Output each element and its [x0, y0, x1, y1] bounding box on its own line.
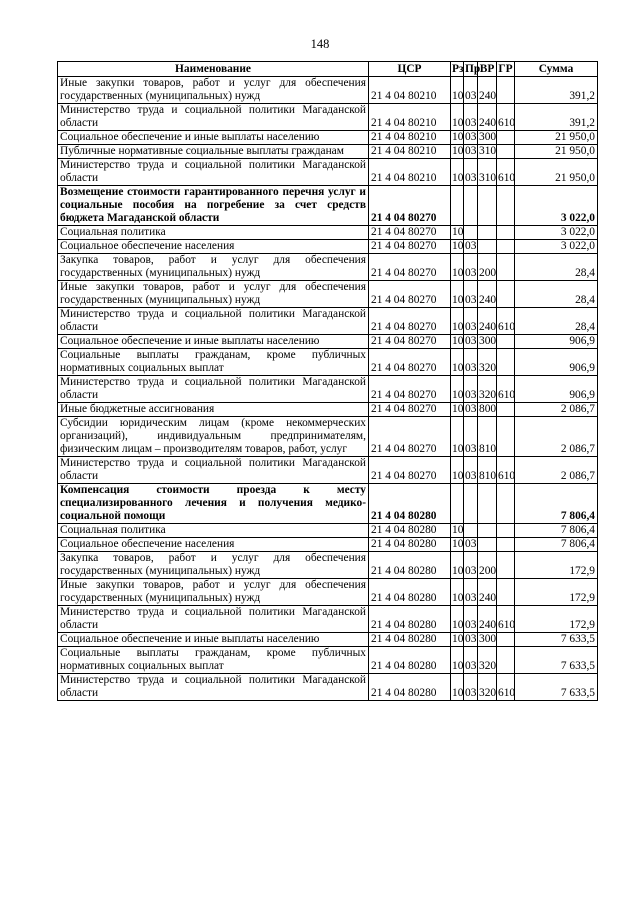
cell-gr: 610	[497, 376, 515, 403]
cell-rz	[451, 484, 464, 524]
cell-pr: 03	[464, 417, 478, 457]
cell-csr: 21 4 04 80280	[369, 552, 451, 579]
cell-rz: 10	[451, 457, 464, 484]
cell-pr: 03	[465, 403, 477, 415]
cell-vr	[478, 538, 497, 552]
cell-gr	[497, 131, 515, 145]
cell-csr: 21 4 04 80210	[369, 145, 451, 159]
cell-sum: 906,9	[515, 376, 598, 403]
cell-vr	[478, 484, 497, 524]
cell-pr: 03	[464, 104, 478, 131]
cell-rz: 10	[451, 349, 464, 376]
table-row	[58, 131, 598, 145]
cell-gr	[497, 349, 515, 376]
cell-csr: 21 4 04 80270	[369, 349, 451, 376]
cell-sum: 391,2	[515, 104, 598, 131]
cell-pr: 03	[464, 552, 478, 579]
cell-csr: 21 4 04 80280	[369, 524, 451, 538]
cell-pr: 03	[464, 376, 478, 403]
cell-gr: 610	[497, 159, 515, 186]
cell-name: Министерство труда и социальной политики Магаданской области	[58, 674, 369, 701]
cell-sum: 21 950,0	[515, 131, 598, 145]
cell-name: Министерство труда и социальной политики Магаданской области	[58, 606, 369, 633]
cell-vr	[478, 226, 497, 240]
cell-pr: 03	[464, 457, 478, 484]
cell-rz: 10	[451, 579, 464, 606]
cell-pr	[464, 524, 478, 538]
cell-vr: 240	[478, 281, 497, 308]
cell-gr	[497, 484, 515, 524]
cell-pr: 03	[465, 335, 477, 347]
cell-csr: 21 4 04 80270	[369, 308, 451, 335]
cell-vr: 300	[479, 131, 497, 143]
cell-gr	[497, 524, 515, 538]
table-row	[58, 524, 598, 538]
cell-name: Закупка товаров, работ и услуг для обеспечения государственных (муниципальных) нужд	[58, 254, 369, 281]
cell-csr: 21 4 04 80280	[369, 538, 451, 552]
cell-sum: 21 950,0	[515, 145, 598, 159]
cell-rz: 10	[451, 674, 464, 701]
cell-vr: 810	[478, 457, 497, 484]
cell-pr: 03	[465, 538, 477, 550]
cell-gr	[497, 633, 515, 647]
cell-name: Компенсация стоимости проезда к месту специализированного лечения и получения медико-социальной помощи	[58, 484, 369, 524]
cell-sum: 2 086,7	[515, 403, 598, 417]
table-row	[58, 633, 598, 647]
cell-sum: 28,4	[515, 254, 598, 281]
cell-pr	[464, 186, 478, 226]
cell-csr: 21 4 04 80270	[369, 335, 451, 349]
cell-name: Социальное обеспечение и иные выплаты населению	[58, 633, 369, 647]
cell-rz: 10	[451, 159, 464, 186]
cell-name: Социальные выплаты гражданам, кроме публичных нормативных социальных выплат	[58, 349, 369, 376]
cell-name: Публичные нормативные социальные выплаты гражданам	[58, 145, 369, 159]
cell-csr: 21 4 04 80270	[369, 281, 451, 308]
table-row	[58, 457, 598, 484]
table-row	[58, 186, 598, 226]
cell-csr: 21 4 04 80210	[369, 131, 451, 145]
cell-name: Министерство труда и социальной политики Магаданской области	[58, 457, 369, 484]
cell-rz: 10	[452, 538, 464, 550]
cell-sum: 906,9	[515, 335, 598, 349]
cell-rz: 10	[451, 254, 464, 281]
header-name: Наименование	[58, 62, 369, 77]
cell-rz: 10	[451, 552, 464, 579]
cell-name: Социальное обеспечение населения	[58, 240, 369, 254]
cell-csr: 21 4 04 80270	[369, 240, 451, 254]
cell-pr: 03	[465, 131, 477, 143]
cell-sum: 28,4	[515, 281, 598, 308]
cell-pr: 03	[464, 308, 478, 335]
cell-sum: 391,2	[515, 77, 598, 104]
cell-name: Социальные выплаты гражданам, кроме публичных нормативных социальных выплат	[58, 647, 369, 674]
cell-name: Иные бюджетные ассигнования	[58, 403, 369, 417]
cell-sum: 3 022,0	[515, 186, 598, 226]
table-row	[58, 308, 598, 335]
header-pr: Пр	[465, 62, 481, 75]
table-row	[58, 145, 598, 159]
cell-gr: 610	[497, 308, 515, 335]
cell-csr: 21 4 04 80280	[369, 484, 451, 524]
cell-pr: 03	[464, 647, 478, 674]
cell-sum: 172,9	[515, 579, 598, 606]
cell-name: Министерство труда и социальной политики Магаданской области	[58, 104, 369, 131]
cell-sum: 7 806,4	[515, 524, 598, 538]
table-row	[58, 484, 598, 524]
cell-rz: 10	[451, 104, 464, 131]
cell-rz: 10	[452, 524, 464, 536]
cell-vr: 310	[478, 159, 497, 186]
table-row	[58, 376, 598, 403]
cell-pr	[464, 484, 478, 524]
table-row	[58, 647, 598, 674]
table-row	[58, 104, 598, 131]
cell-vr	[478, 524, 497, 538]
cell-rz: 10	[452, 145, 464, 157]
table-header-row	[58, 62, 598, 77]
table-row	[58, 254, 598, 281]
table-row	[58, 579, 598, 606]
cell-vr: 310	[479, 145, 497, 157]
cell-sum: 172,9	[515, 606, 598, 633]
cell-vr: 240	[478, 77, 497, 104]
cell-vr	[478, 240, 497, 254]
cell-pr: 03	[465, 240, 477, 252]
cell-pr: 03	[464, 606, 478, 633]
cell-sum: 3 022,0	[515, 226, 598, 240]
cell-pr: 03	[464, 159, 478, 186]
cell-gr	[497, 417, 515, 457]
cell-sum: 2 086,7	[515, 457, 598, 484]
cell-name: Министерство труда и социальной политики Магаданской области	[58, 308, 369, 335]
table-row	[58, 77, 598, 104]
table-row	[58, 281, 598, 308]
cell-pr: 03	[464, 254, 478, 281]
cell-name: Министерство труда и социальной политики Магаданской области	[58, 376, 369, 403]
cell-sum: 7 633,5	[515, 647, 598, 674]
cell-gr: 610	[497, 674, 515, 701]
cell-sum: 172,9	[515, 552, 598, 579]
cell-gr	[497, 254, 515, 281]
cell-rz: 10	[451, 77, 464, 104]
cell-rz: 10	[452, 240, 464, 252]
cell-rz: 10	[451, 281, 464, 308]
table-row	[58, 335, 598, 349]
cell-name: Возмещение стоимости гарантированного перечня услуг и социальные пособия на погребение за счет средств бюджета Магаданской области	[58, 186, 369, 226]
cell-vr	[478, 186, 497, 226]
cell-gr	[497, 579, 515, 606]
header-gr: ГР	[498, 62, 513, 75]
cell-vr: 240	[478, 606, 497, 633]
table-row	[58, 417, 598, 457]
cell-rz: 10	[451, 647, 464, 674]
cell-csr: 21 4 04 80270	[369, 403, 451, 417]
cell-sum: 28,4	[515, 308, 598, 335]
cell-name: Закупка товаров, работ и услуг для обеспечения государственных (муниципальных) нужд	[58, 552, 369, 579]
cell-vr: 300	[479, 633, 497, 645]
budget-table	[57, 61, 598, 701]
cell-name: Социальная политика	[58, 226, 369, 240]
cell-sum: 7 806,4	[515, 484, 598, 524]
cell-name: Социальная политика	[58, 524, 369, 538]
table-row	[58, 606, 598, 633]
cell-pr: 03	[465, 145, 477, 157]
cell-csr: 21 4 04 80270	[369, 376, 451, 403]
cell-csr: 21 4 04 80280	[369, 647, 451, 674]
cell-gr: 610	[497, 104, 515, 131]
cell-gr	[497, 335, 515, 349]
cell-gr	[497, 647, 515, 674]
cell-vr: 200	[478, 552, 497, 579]
table-body	[58, 77, 598, 701]
table-row	[58, 403, 598, 417]
cell-vr: 240	[478, 104, 497, 131]
cell-name: Иные закупки товаров, работ и услуг для обеспечения государственных (муниципальных) нужд	[58, 579, 369, 606]
table-row	[58, 349, 598, 376]
cell-rz: 10	[451, 308, 464, 335]
cell-pr: 03	[464, 674, 478, 701]
cell-rz: 10	[452, 633, 464, 645]
cell-csr: 21 4 04 80280	[369, 674, 451, 701]
header-rz: Рз	[452, 62, 464, 75]
cell-gr	[497, 403, 515, 417]
table-row	[58, 552, 598, 579]
cell-gr: 610	[497, 457, 515, 484]
cell-rz: 10	[452, 335, 464, 347]
cell-gr	[497, 281, 515, 308]
cell-rz: 10	[452, 131, 464, 143]
cell-vr: 240	[478, 308, 497, 335]
cell-gr	[497, 77, 515, 104]
cell-rz: 10	[452, 226, 464, 238]
cell-sum: 906,9	[515, 349, 598, 376]
cell-gr	[497, 226, 515, 240]
cell-vr: 800	[479, 403, 497, 415]
cell-pr: 03	[464, 281, 478, 308]
cell-name: Социальное обеспечение населения	[58, 538, 369, 552]
cell-csr: 21 4 04 80210	[369, 104, 451, 131]
table-row	[58, 159, 598, 186]
cell-rz: 10	[451, 417, 464, 457]
cell-sum: 7 633,5	[515, 674, 598, 701]
cell-vr: 320	[478, 647, 497, 674]
table-row	[58, 538, 598, 552]
cell-csr: 21 4 04 80270	[369, 417, 451, 457]
header-sum: Сумма	[515, 62, 598, 77]
table-row	[58, 674, 598, 701]
cell-vr: 810	[478, 417, 497, 457]
header-vr: ВР	[478, 62, 497, 77]
cell-vr: 320	[478, 349, 497, 376]
cell-rz: 10	[451, 376, 464, 403]
cell-sum: 2 086,7	[515, 417, 598, 457]
cell-vr: 200	[478, 254, 497, 281]
cell-gr	[497, 538, 515, 552]
header-csr: ЦСР	[369, 62, 451, 77]
cell-csr: 21 4 04 80280	[369, 579, 451, 606]
cell-csr: 21 4 04 80210	[369, 77, 451, 104]
cell-pr	[464, 226, 478, 240]
cell-pr: 03	[464, 349, 478, 376]
cell-sum: 21 950,0	[515, 159, 598, 186]
cell-csr: 21 4 04 80210	[369, 159, 451, 186]
cell-csr: 21 4 04 80270	[369, 254, 451, 281]
cell-gr	[497, 552, 515, 579]
cell-pr: 03	[464, 579, 478, 606]
cell-csr: 21 4 04 80270	[369, 457, 451, 484]
cell-csr: 21 4 04 80280	[369, 633, 451, 647]
cell-gr	[497, 145, 515, 159]
cell-csr: 21 4 04 80280	[369, 606, 451, 633]
cell-rz: 10	[452, 403, 464, 415]
cell-csr: 21 4 04 80270	[369, 186, 451, 226]
cell-vr: 240	[478, 579, 497, 606]
cell-pr: 03	[464, 77, 478, 104]
cell-gr: 610	[497, 606, 515, 633]
table-row	[58, 226, 598, 240]
cell-rz: 10	[451, 606, 464, 633]
cell-pr: 03	[465, 633, 477, 645]
cell-gr	[497, 186, 515, 226]
cell-rz	[451, 186, 464, 226]
cell-name: Иные закупки товаров, работ и услуг для обеспечения государственных (муниципальных) нужд	[58, 281, 369, 308]
cell-vr: 320	[478, 376, 497, 403]
cell-sum: 7 633,5	[515, 633, 598, 647]
cell-csr: 21 4 04 80270	[369, 226, 451, 240]
page-number: 148	[310, 37, 330, 51]
cell-vr: 300	[479, 335, 497, 347]
table-row	[58, 240, 598, 254]
cell-gr	[497, 240, 515, 254]
cell-sum: 3 022,0	[515, 240, 598, 254]
cell-vr: 320	[478, 674, 497, 701]
cell-name: Социальное обеспечение и иные выплаты населению	[58, 335, 369, 349]
cell-sum: 7 806,4	[515, 538, 598, 552]
cell-name: Министерство труда и социальной политики Магаданской области	[58, 159, 369, 186]
cell-name: Иные закупки товаров, работ и услуг для обеспечения государственных (муниципальных) нужд	[58, 77, 369, 104]
cell-name: Субсидии юридическим лицам (кроме некоммерческих организаций), индивидуальным предпринимателям, физическим лицам – производителям товаров, работ, услуг	[58, 417, 369, 457]
cell-name: Социальное обеспечение и иные выплаты населению	[58, 131, 369, 145]
